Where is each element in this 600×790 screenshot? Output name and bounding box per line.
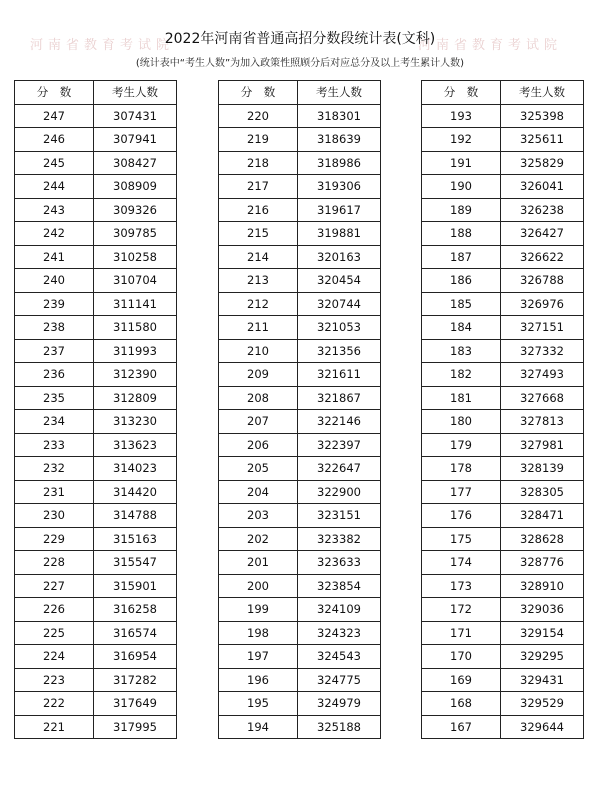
- score-header: 分 数: [219, 81, 298, 105]
- score-cell: 215: [219, 222, 298, 246]
- table-row: [219, 668, 381, 692]
- table-row: [219, 104, 381, 128]
- table-row: [219, 175, 381, 199]
- table-row: [15, 128, 177, 152]
- score-cell: 235: [15, 386, 94, 410]
- count-cell: 326788: [501, 269, 584, 293]
- score-cell: 187: [422, 245, 501, 269]
- table-row: [15, 316, 177, 340]
- table-row: [422, 527, 584, 551]
- score-cell: 218: [219, 151, 298, 175]
- score-cell: 201: [219, 551, 298, 575]
- count-cell: 327813: [501, 410, 584, 434]
- count-cell: 322900: [298, 480, 381, 504]
- count-cell: 325611: [501, 128, 584, 152]
- table-row: [219, 386, 381, 410]
- table-row: [15, 692, 177, 716]
- count-cell: 329295: [501, 645, 584, 669]
- count-cell: 329431: [501, 668, 584, 692]
- table-row: [219, 222, 381, 246]
- table-row: [422, 645, 584, 669]
- count-cell: 317649: [94, 692, 177, 716]
- table-row: [15, 104, 177, 128]
- score-cell: 199: [219, 598, 298, 622]
- score-cell: 238: [15, 316, 94, 340]
- score-cell: 210: [219, 339, 298, 363]
- table-row: [422, 316, 584, 340]
- count-cell: 312809: [94, 386, 177, 410]
- count-cell: 326041: [501, 175, 584, 199]
- score-cell: 200: [219, 574, 298, 598]
- table-row: [219, 292, 381, 316]
- table-row: [422, 692, 584, 716]
- table-row: [219, 480, 381, 504]
- table-row: [15, 621, 177, 645]
- count-cell: 318301: [298, 104, 381, 128]
- score-cell: 207: [219, 410, 298, 434]
- score-cell: 204: [219, 480, 298, 504]
- score-cell: 197: [219, 645, 298, 669]
- count-cell: 325829: [501, 151, 584, 175]
- count-cell: 318639: [298, 128, 381, 152]
- count-cell: 315901: [94, 574, 177, 598]
- score-cell: 195: [219, 692, 298, 716]
- score-cell: 168: [422, 692, 501, 716]
- score-cell: 246: [15, 128, 94, 152]
- score-table-3: [421, 80, 584, 739]
- count-cell: 322397: [298, 433, 381, 457]
- score-cell: 202: [219, 527, 298, 551]
- table-row: [219, 245, 381, 269]
- score-cell: 219: [219, 128, 298, 152]
- header-row: [219, 81, 381, 105]
- score-cell: 193: [422, 104, 501, 128]
- count-cell: 329154: [501, 621, 584, 645]
- score-cell: 236: [15, 363, 94, 387]
- count-cell: 323151: [298, 504, 381, 528]
- table-row: [219, 504, 381, 528]
- score-cell: 208: [219, 386, 298, 410]
- count-cell: 313623: [94, 433, 177, 457]
- table-row: [422, 363, 584, 387]
- table-row: [219, 715, 381, 739]
- table-row: [15, 433, 177, 457]
- count-cell: 316574: [94, 621, 177, 645]
- score-cell: 189: [422, 198, 501, 222]
- table-row: [422, 480, 584, 504]
- score-cell: 178: [422, 457, 501, 481]
- count-cell: 308427: [94, 151, 177, 175]
- score-cell: 237: [15, 339, 94, 363]
- table-row: [15, 504, 177, 528]
- score-cell: 192: [422, 128, 501, 152]
- score-cell: 174: [422, 551, 501, 575]
- score-cell: 179: [422, 433, 501, 457]
- count-cell: 324775: [298, 668, 381, 692]
- count-cell: 328628: [501, 527, 584, 551]
- count-header: 考生人数: [501, 81, 584, 105]
- score-cell: 180: [422, 410, 501, 434]
- count-cell: 321356: [298, 339, 381, 363]
- table-row: [422, 128, 584, 152]
- header-row: [15, 81, 177, 105]
- score-cell: 224: [15, 645, 94, 669]
- count-cell: 314420: [94, 480, 177, 504]
- table-row: [422, 668, 584, 692]
- score-cell: 247: [15, 104, 94, 128]
- count-cell: 324979: [298, 692, 381, 716]
- count-header: 考生人数: [94, 81, 177, 105]
- table-row: [15, 410, 177, 434]
- table-row: [422, 198, 584, 222]
- score-cell: 169: [422, 668, 501, 692]
- table-row: [422, 104, 584, 128]
- table-row: [422, 222, 584, 246]
- count-cell: 324109: [298, 598, 381, 622]
- table-row: [15, 245, 177, 269]
- score-cell: 203: [219, 504, 298, 528]
- score-cell: 175: [422, 527, 501, 551]
- count-cell: 319617: [298, 198, 381, 222]
- count-cell: 323633: [298, 551, 381, 575]
- table-row: [15, 527, 177, 551]
- score-cell: 222: [15, 692, 94, 716]
- table-row: [15, 598, 177, 622]
- score-cell: 217: [219, 175, 298, 199]
- count-cell: 328471: [501, 504, 584, 528]
- table-row: [219, 551, 381, 575]
- table-row: [15, 551, 177, 575]
- score-cell: 181: [422, 386, 501, 410]
- count-cell: 319306: [298, 175, 381, 199]
- score-cell: 182: [422, 363, 501, 387]
- score-cell: 226: [15, 598, 94, 622]
- table-row: [15, 269, 177, 293]
- score-cell: 227: [15, 574, 94, 598]
- score-header: 分 数: [422, 81, 501, 105]
- count-cell: 329529: [501, 692, 584, 716]
- score-cell: 170: [422, 645, 501, 669]
- count-cell: 316954: [94, 645, 177, 669]
- score-cell: 191: [422, 151, 501, 175]
- count-cell: 321867: [298, 386, 381, 410]
- count-cell: 322146: [298, 410, 381, 434]
- table-row: [219, 621, 381, 645]
- score-cell: 188: [422, 222, 501, 246]
- count-cell: 328910: [501, 574, 584, 598]
- table-row: [15, 222, 177, 246]
- count-cell: 323382: [298, 527, 381, 551]
- table-row: [422, 621, 584, 645]
- count-cell: 324543: [298, 645, 381, 669]
- count-cell: 312390: [94, 363, 177, 387]
- score-cell: 205: [219, 457, 298, 481]
- count-cell: 320163: [298, 245, 381, 269]
- score-cell: 185: [422, 292, 501, 316]
- count-cell: 325398: [501, 104, 584, 128]
- table-row: [15, 292, 177, 316]
- table-row: [422, 410, 584, 434]
- count-cell: 324323: [298, 621, 381, 645]
- score-cell: 211: [219, 316, 298, 340]
- score-table-2: [218, 80, 381, 739]
- count-cell: 328776: [501, 551, 584, 575]
- count-cell: 319881: [298, 222, 381, 246]
- table-row: [219, 339, 381, 363]
- watermark-right: 河南省教育考试院: [417, 38, 562, 53]
- table-row: [422, 598, 584, 622]
- count-cell: 326427: [501, 222, 584, 246]
- score-cell: 206: [219, 433, 298, 457]
- table-row: [219, 574, 381, 598]
- table-row: [219, 363, 381, 387]
- count-cell: 311580: [94, 316, 177, 340]
- score-cell: 216: [219, 198, 298, 222]
- table-row: [15, 715, 177, 739]
- score-cell: 229: [15, 527, 94, 551]
- score-cell: 176: [422, 504, 501, 528]
- count-cell: 329036: [501, 598, 584, 622]
- score-cell: 194: [219, 715, 298, 739]
- count-cell: 327668: [501, 386, 584, 410]
- table-row: [219, 269, 381, 293]
- count-cell: 327981: [501, 433, 584, 457]
- count-cell: 311993: [94, 339, 177, 363]
- score-cell: 244: [15, 175, 94, 199]
- table-row: [219, 433, 381, 457]
- table-row: [15, 457, 177, 481]
- count-cell: 328305: [501, 480, 584, 504]
- count-cell: 327332: [501, 339, 584, 363]
- count-cell: 317282: [94, 668, 177, 692]
- score-cell: 167: [422, 715, 501, 739]
- count-cell: 327493: [501, 363, 584, 387]
- table-row: [15, 151, 177, 175]
- score-cell: 241: [15, 245, 94, 269]
- table-row: [15, 363, 177, 387]
- header-row: [422, 81, 584, 105]
- score-cell: 171: [422, 621, 501, 645]
- watermark-left: 河南省教育考试院: [30, 38, 175, 53]
- score-cell: 232: [15, 457, 94, 481]
- score-cell: 233: [15, 433, 94, 457]
- table-row: [15, 645, 177, 669]
- count-cell: 318986: [298, 151, 381, 175]
- table-row: [219, 692, 381, 716]
- score-cell: 177: [422, 480, 501, 504]
- table-row: [422, 574, 584, 598]
- score-cell: 213: [219, 269, 298, 293]
- count-cell: 308909: [94, 175, 177, 199]
- count-cell: 307941: [94, 128, 177, 152]
- count-cell: 320744: [298, 292, 381, 316]
- count-cell: 310258: [94, 245, 177, 269]
- table-row: [422, 339, 584, 363]
- score-cell: 239: [15, 292, 94, 316]
- count-cell: 314023: [94, 457, 177, 481]
- count-cell: 315547: [94, 551, 177, 575]
- count-cell: 326976: [501, 292, 584, 316]
- count-cell: 313230: [94, 410, 177, 434]
- score-cell: 243: [15, 198, 94, 222]
- table-row: [219, 151, 381, 175]
- count-cell: 326622: [501, 245, 584, 269]
- count-cell: 323854: [298, 574, 381, 598]
- count-cell: 307431: [94, 104, 177, 128]
- count-cell: 310704: [94, 269, 177, 293]
- table-row: [219, 527, 381, 551]
- count-cell: 326238: [501, 198, 584, 222]
- table-row: [15, 339, 177, 363]
- count-header: 考生人数: [298, 81, 381, 105]
- score-cell: 214: [219, 245, 298, 269]
- table-note: (统计表中“考生人数”为加入政策性照顾分后对应总分及以上考生累计人数): [135, 58, 465, 69]
- table-row: [422, 151, 584, 175]
- score-table-1: [14, 80, 177, 739]
- score-cell: 212: [219, 292, 298, 316]
- table-row: [422, 292, 584, 316]
- score-cell: 228: [15, 551, 94, 575]
- count-cell: 309326: [94, 198, 177, 222]
- score-cell: 220: [219, 104, 298, 128]
- table-row: [422, 457, 584, 481]
- page-title: 2022年河南省普通高招分数段统计表(文科): [164, 31, 436, 47]
- score-cell: 183: [422, 339, 501, 363]
- table-row: [15, 668, 177, 692]
- table-row: [422, 715, 584, 739]
- table-row: [422, 386, 584, 410]
- score-cell: 196: [219, 668, 298, 692]
- table-row: [15, 175, 177, 199]
- score-cell: 240: [15, 269, 94, 293]
- table-row: [219, 128, 381, 152]
- score-cell: 221: [15, 715, 94, 739]
- count-cell: 314788: [94, 504, 177, 528]
- table-row: [422, 551, 584, 575]
- table-row: [219, 457, 381, 481]
- count-cell: 328139: [501, 457, 584, 481]
- score-cell: 198: [219, 621, 298, 645]
- count-cell: 322647: [298, 457, 381, 481]
- count-cell: 325188: [298, 715, 381, 739]
- score-cell: 209: [219, 363, 298, 387]
- table-row: [422, 269, 584, 293]
- table-row: [422, 175, 584, 199]
- table-row: [219, 598, 381, 622]
- count-cell: 311141: [94, 292, 177, 316]
- score-cell: 190: [422, 175, 501, 199]
- score-cell: 234: [15, 410, 94, 434]
- table-row: [219, 316, 381, 340]
- score-cell: 225: [15, 621, 94, 645]
- score-cell: 230: [15, 504, 94, 528]
- score-cell: 173: [422, 574, 501, 598]
- table-row: [422, 504, 584, 528]
- table-row: [219, 410, 381, 434]
- table-row: [219, 198, 381, 222]
- score-cell: 223: [15, 668, 94, 692]
- score-cell: 186: [422, 269, 501, 293]
- table-row: [15, 574, 177, 598]
- score-cell: 172: [422, 598, 501, 622]
- table-row: [422, 245, 584, 269]
- table-row: [219, 645, 381, 669]
- count-cell: 316258: [94, 598, 177, 622]
- score-cell: 245: [15, 151, 94, 175]
- score-cell: 231: [15, 480, 94, 504]
- score-cell: 184: [422, 316, 501, 340]
- count-cell: 327151: [501, 316, 584, 340]
- count-cell: 317995: [94, 715, 177, 739]
- score-header: 分 数: [15, 81, 94, 105]
- table-row: [15, 198, 177, 222]
- table-row: [15, 386, 177, 410]
- table-row: [15, 480, 177, 504]
- count-cell: 329644: [501, 715, 584, 739]
- count-cell: 321053: [298, 316, 381, 340]
- count-cell: 315163: [94, 527, 177, 551]
- score-cell: 242: [15, 222, 94, 246]
- count-cell: 321611: [298, 363, 381, 387]
- table-row: [422, 433, 584, 457]
- count-cell: 320454: [298, 269, 381, 293]
- count-cell: 309785: [94, 222, 177, 246]
